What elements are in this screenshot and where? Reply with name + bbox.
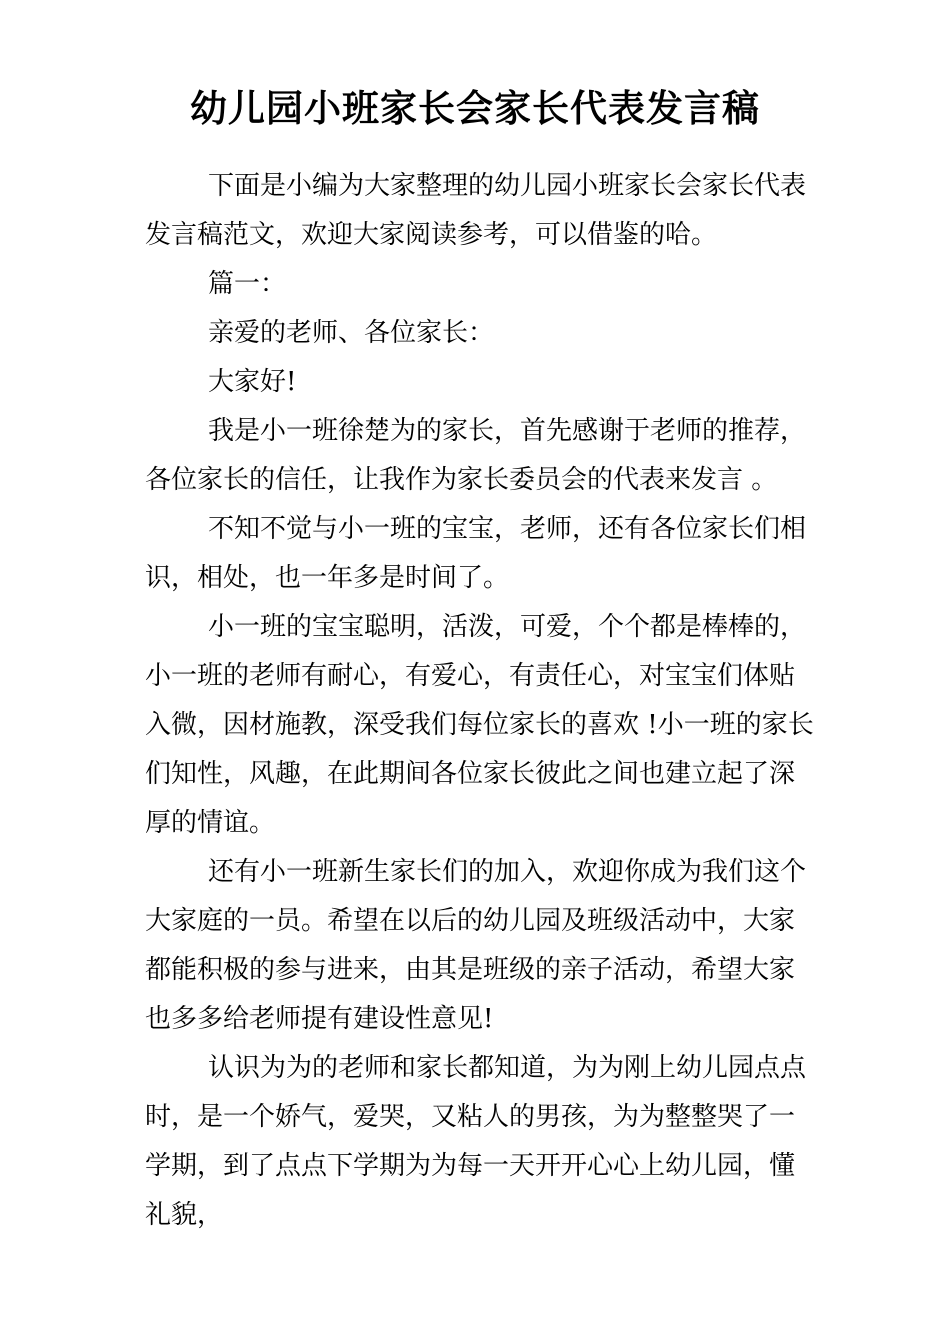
document-title: 幼儿园小班家长会家长代表发言稿 [190,86,760,130]
paragraph-salutation: 亲爱的老师、各位家长： [208,318,495,348]
paragraph-intro: 下面是小编为大家整理的幼儿园小班家长会家长代表发言稿范文，欢迎大家阅读参考，可以借鉴的哈。 [145,171,807,250]
document-body [145,162,815,1240]
paragraph-class-praise: 小一班的宝宝聪明，活泼，可爱，个个都是棒棒的，小一班的老师有耐心，有爱心，有责任心，对宝宝们体贴入微，因材施教，深受我们每位家长的喜欢 !小一班的家长们知性，风趣，在此期间各位家长彼此之间也建立起了深厚的情谊。 [145,612,814,838]
paragraph-greeting: 大家好! [208,367,297,397]
paragraph-child-story: 认识为为的老师和家长都知道，为为刚上幼儿园点点时，是一个娇气，爱哭，又粘人的男孩，为为整整哭了一学期，到了点点下学期为为每一天开开心心上幼儿园，懂礼貌， [145,1053,807,1230]
paragraph-acquaintance: 不知不觉与小一班的宝宝，老师，还有各位家长们相识，相处，也一年多是时间了。 [145,514,807,593]
paragraph-section-heading: 篇一： [208,269,287,299]
paragraph-welcome-new-parents: 还有小一班新生家长们的加入，欢迎你成为我们这个大家庭的一员。希望在以后的幼儿园及班级活动中，大家都能积极的参与进来，由其是班级的亲子活动，希望大家也多多给老师提有建设性意见! [145,857,807,1034]
paragraph-self-introduction: 我是小一班徐楚为的家长，首先感谢于老师的推荐，各位家长的信任，让我作为家长委员会的代表来发言 。 [145,416,807,495]
